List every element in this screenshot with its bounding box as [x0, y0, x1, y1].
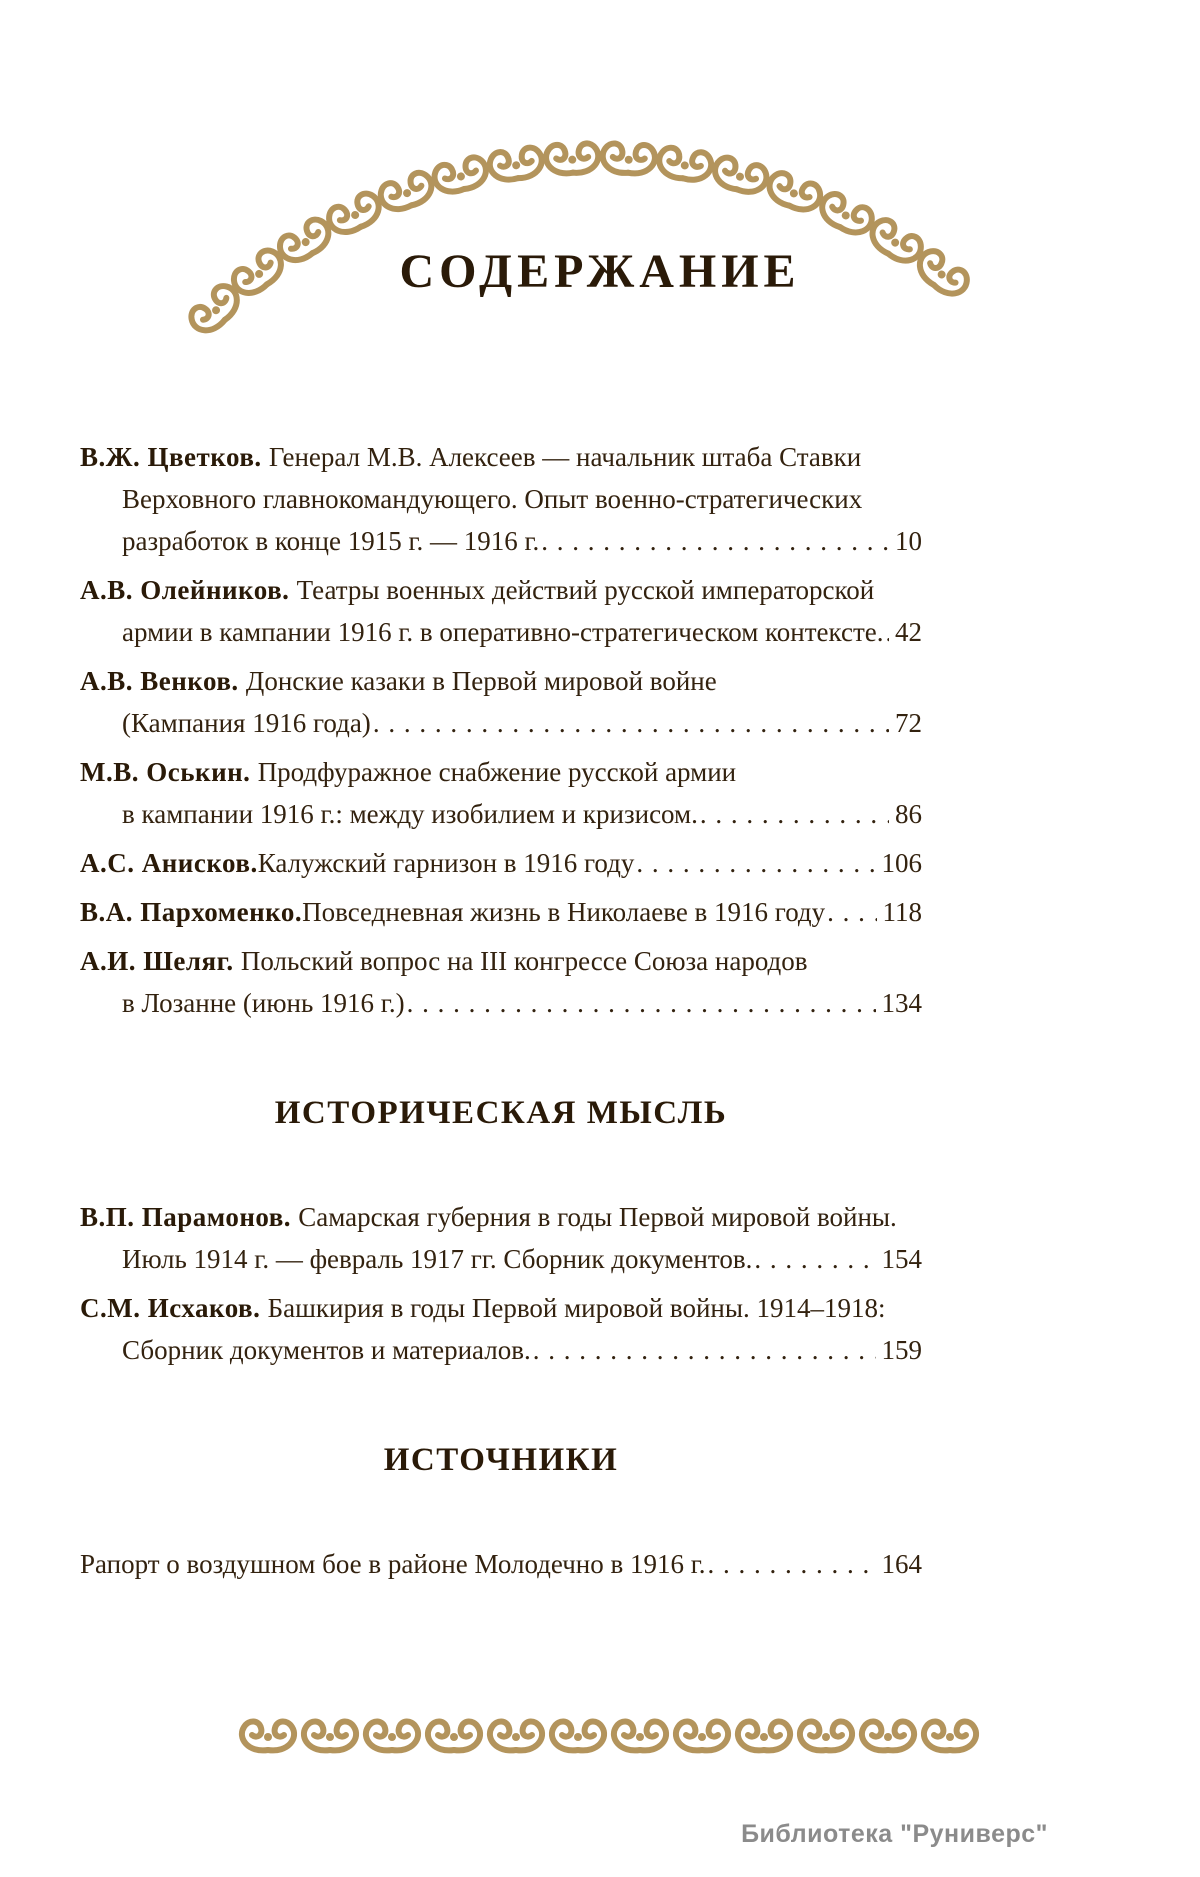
toc-entry [80, 940, 922, 1024]
entry-title-text: в кампании 1916 г.: между изобилием и кризисом. [122, 799, 698, 829]
entry-title-text: Июль 1914 г. — февраль 1917 гг. Сборник документов. [122, 1244, 753, 1274]
dot-leader [885, 611, 889, 653]
entry-title-text: Донские казаки в Первой мировой войне [245, 666, 717, 696]
entry-title-text: в Лозанне (июнь 1916 г.) [122, 988, 405, 1018]
entry-title-text: Башкирия в годы Первой мировой войны. 1914–1918: [267, 1293, 886, 1323]
entry-line [80, 611, 922, 653]
entry-line [80, 478, 922, 520]
dot-leader [533, 1329, 876, 1371]
bottom-ornament-band [0, 1692, 1200, 1772]
page-number: 106 [881, 848, 922, 878]
toc-entry [80, 569, 922, 653]
entry-title-text: Продфуражное снабжение русской армии [257, 757, 737, 787]
dot-leader [407, 982, 876, 1024]
page-number: 159 [881, 1335, 922, 1365]
entry-title-text: Повседневная жизнь в Николаеве в 1916 году [302, 897, 826, 927]
entry-author: В.Ж. Цветков. [80, 442, 269, 472]
entry-author: С.М. Исхаков. [80, 1293, 268, 1323]
dot-leader [636, 842, 875, 884]
page-title: СОДЕРЖАНИЕ [399, 245, 801, 298]
entry-title-text: (Кампания 1916 года) [122, 708, 371, 738]
page-number: 164 [881, 1549, 922, 1579]
entry-line [80, 1329, 922, 1371]
toc-entry [80, 1287, 922, 1371]
entry-author: А.В. Венков. [80, 666, 246, 696]
toc-entry [80, 1196, 922, 1280]
entry-line [80, 940, 922, 982]
dot-leader [700, 793, 889, 835]
page-number: 118 [882, 897, 922, 927]
entry-line [80, 982, 922, 1024]
entry-line [80, 569, 922, 611]
entry-line [80, 793, 922, 835]
entry-title-text: Генерал М.В. Алексеев — начальник штаба Ставки [268, 442, 862, 472]
entry-line [80, 891, 922, 933]
entry-title-text: Польский вопрос на III конгрессе Союза народов [240, 946, 808, 976]
entry-line [80, 751, 922, 793]
entry-author: В.А. Пархоменко. [80, 897, 303, 927]
dot-leader [827, 891, 876, 933]
entry-author: М.В. Оськин. [80, 757, 258, 787]
entry-line [80, 660, 922, 702]
page-number: 154 [881, 1244, 922, 1274]
page-number: 42 [895, 617, 922, 647]
page-number: 72 [895, 708, 922, 738]
entry-author: А.В. Олейников. [80, 575, 297, 605]
entry-line [80, 1543, 922, 1585]
entry-line [80, 842, 922, 884]
entry-title-text: разработок в конце 1915 г. — 1916 г. [122, 526, 540, 556]
page-number: 10 [895, 526, 922, 556]
toc-entry [80, 891, 922, 933]
dot-leader [541, 520, 889, 562]
toc-entry [80, 436, 922, 562]
page-number: 86 [895, 799, 922, 829]
entry-title-text: Верховного главнокомандующего. Опыт военно-стратегических [122, 484, 863, 514]
entry-line [80, 436, 922, 478]
toc-entry [80, 660, 922, 744]
dot-leader [708, 1543, 876, 1585]
entry-line [80, 520, 922, 562]
toc-entry [80, 842, 922, 884]
dot-leader [373, 702, 889, 744]
watermark-text: Библиотека "Руниверс" [741, 1820, 1048, 1848]
entry-line [80, 1287, 922, 1329]
section-heading: ИСТОРИЧЕСКАЯ МЫСЛЬ [274, 1095, 728, 1131]
entry-author: А.С. Анисков. [80, 848, 258, 878]
entry-title-text: Рапорт о воздушном бое в районе Молодечно в 1916 г. [80, 1549, 706, 1579]
entry-line [80, 1238, 922, 1280]
section-heading: ИСТОЧНИКИ [383, 1442, 619, 1478]
entry-title-text: Калужский гарнизон в 1916 году [257, 848, 635, 878]
entry-author: В.П. Парамонов. [80, 1202, 299, 1232]
entry-title-text: Театры военных действий русской императорской [296, 575, 875, 605]
entry-title-text: Самарская губерния в годы Первой мировой войны. [298, 1202, 897, 1232]
toc-entry [80, 751, 922, 835]
toc-list [80, 436, 922, 1592]
entry-line [80, 702, 922, 744]
page-number: 134 [881, 988, 922, 1018]
entry-title-text: армии в кампании 1916 г. в оперативно-стратегическом контексте. [122, 617, 884, 647]
entry-line [80, 1196, 922, 1238]
entry-title-text: Сборник документов и материалов. [122, 1335, 531, 1365]
toc-entry [80, 1543, 922, 1585]
entry-author: А.И. Шеляг. [80, 946, 241, 976]
dot-leader [754, 1238, 875, 1280]
